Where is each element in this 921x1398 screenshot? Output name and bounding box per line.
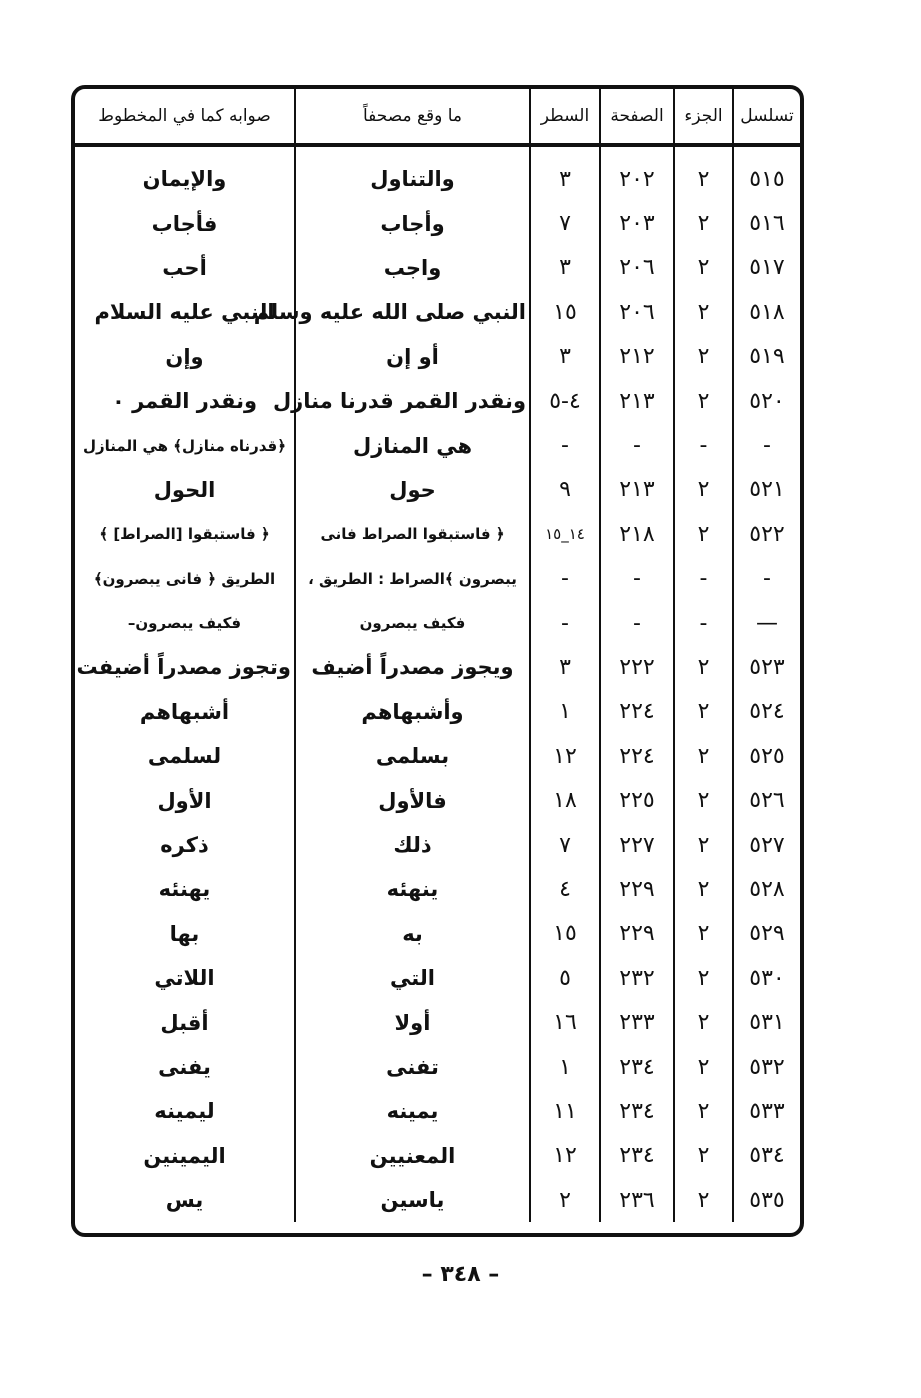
cell-page: ٢٣٤	[600, 1134, 674, 1178]
cell-line: ١٨	[530, 778, 600, 822]
cell-part: ٢	[674, 956, 733, 1000]
cell-right: ﴿ فاستبقوا [الصراط] ﴾	[99, 525, 270, 544]
cell-wrong: وأشبهاهم	[295, 690, 530, 734]
cell-line: ٣	[530, 145, 600, 201]
cell-right: اليمينين	[143, 1143, 226, 1168]
cell-part: ٢	[674, 1045, 733, 1089]
cell-right: لسلمى	[147, 744, 222, 769]
table-row	[75, 468, 800, 512]
errata-table-frame	[71, 85, 804, 1237]
header-part: الجزء	[674, 89, 733, 145]
cell-serial: ٥٢٦	[733, 778, 800, 822]
cell-serial: ٥٢٠	[733, 379, 800, 423]
cell-serial: ٥١٦	[733, 201, 800, 245]
cell-wrong: يمينه	[295, 1089, 530, 1133]
cell-serial: ٥٢٤	[733, 690, 800, 734]
cell-line: -	[530, 557, 600, 601]
cell-serial: ٥٣٤	[733, 1134, 800, 1178]
cell-line: ٤-٥	[530, 379, 600, 423]
cell-part: ٢	[674, 912, 733, 956]
cell-page: ٢٢٩	[600, 867, 674, 911]
cell-right: يس	[165, 1188, 204, 1213]
cell-page: ٢٢٤	[600, 690, 674, 734]
cell-serial: ٥٢٨	[733, 867, 800, 911]
table-row	[75, 912, 800, 956]
cell-line: ١٢	[530, 734, 600, 778]
page-number: – ٣٤٨ –	[421, 1262, 500, 1287]
cell-page: ٢٣٤	[600, 1089, 674, 1133]
table-header-row	[75, 89, 800, 145]
cell-wrong: تفنى	[295, 1045, 530, 1089]
table-row	[75, 956, 800, 1000]
cell-serial: ٥١٨	[733, 290, 800, 334]
cell-part: ٢	[674, 512, 733, 556]
cell-line: ١	[530, 1045, 600, 1089]
table-row	[75, 645, 800, 689]
cell-right: الطريق ﴿ فانى يبصرون﴾	[93, 569, 276, 588]
cell-part: ٢	[674, 468, 733, 512]
cell-serial: ٥٣٠	[733, 956, 800, 1000]
cell-wrong: النبي صلى الله عليه وسلم	[295, 290, 530, 334]
cell-part: -	[674, 601, 733, 645]
table-row	[75, 145, 800, 201]
cell-serial: ٥٢٥	[733, 734, 800, 778]
cell-serial: ٥١٩	[733, 335, 800, 379]
cell-right: وإن	[165, 344, 204, 369]
table-row	[75, 734, 800, 778]
cell-serial: ٥٢٧	[733, 823, 800, 867]
cell-wrong: ونقدر القمر قدرنا منازل	[295, 379, 530, 423]
cell-right: اللاتي	[154, 966, 215, 991]
cell-page: ٢٠٢	[600, 145, 674, 201]
cell-page: ٢٠٦	[600, 246, 674, 290]
cell-page: ٢١٨	[600, 512, 674, 556]
cell-line: ١	[530, 690, 600, 734]
cell-right: الحول	[153, 477, 216, 502]
cell-wrong: وأجاب	[295, 201, 530, 245]
cell-page: ٢٣٣	[600, 1000, 674, 1044]
cell-part: ٢	[674, 823, 733, 867]
cell-serial: -	[733, 557, 800, 601]
cell-right: يفنى	[158, 1055, 211, 1079]
cell-serial: ٥٣٥	[733, 1178, 800, 1222]
cell-right: ونقدر القمر ٠	[111, 389, 258, 414]
cell-part: ٢	[674, 690, 733, 734]
cell-wrong: فكيف يبصرون	[295, 601, 530, 645]
cell-page: ٢٢٩	[600, 912, 674, 956]
cell-serial: -	[733, 423, 800, 467]
cell-serial: —	[733, 601, 800, 645]
cell-part: ٢	[674, 335, 733, 379]
cell-line: ٢	[530, 1178, 600, 1222]
cell-right: أقبل	[160, 1010, 209, 1035]
table-row	[75, 823, 800, 867]
cell-wrong: فالأول	[295, 778, 530, 822]
table-row	[75, 290, 800, 334]
table-row	[75, 1045, 800, 1089]
cell-wrong: ينهئه	[295, 867, 530, 911]
cell-page: -	[600, 601, 674, 645]
cell-right: بها	[169, 921, 200, 946]
cell-page: ٢٠٦	[600, 290, 674, 334]
cell-serial: ٥٣٣	[733, 1089, 800, 1133]
cell-page: ٢٢٤	[600, 734, 674, 778]
cell-page: -	[600, 423, 674, 467]
cell-wrong: أولا	[295, 1000, 530, 1044]
cell-page: ٢١٣	[600, 379, 674, 423]
cell-wrong: واجب	[295, 246, 530, 290]
cell-wrong: ويجوز مصدراً أضيف	[295, 645, 530, 689]
cell-right: ليمينه	[154, 1099, 215, 1124]
header-line: السطر	[530, 89, 600, 145]
cell-right: ﴿قدرناه منازل﴾ هي المنازل	[83, 436, 286, 455]
cell-page: ٢١٢	[600, 335, 674, 379]
cell-right: فكيف يبصرون–	[127, 614, 242, 633]
cell-right: ذكره	[160, 833, 209, 858]
cell-page: ٢٣٢	[600, 956, 674, 1000]
cell-line: ٧	[530, 201, 600, 245]
cell-wrong: التي	[295, 956, 530, 1000]
cell-page: ٢٢٥	[600, 778, 674, 822]
cell-line: ٣	[530, 335, 600, 379]
cell-part: ٢	[674, 246, 733, 290]
cell-part: ٢	[674, 379, 733, 423]
cell-part: ٢	[674, 867, 733, 911]
cell-part: ٢	[674, 1134, 733, 1178]
cell-wrong: هي المنازل	[295, 423, 530, 467]
cell-wrong: به	[295, 912, 530, 956]
table-row	[75, 557, 800, 601]
header-wrong: ما وقع مصحفاً	[295, 89, 530, 145]
table-row	[75, 1178, 800, 1222]
cell-part: ٢	[674, 734, 733, 778]
cell-serial: ٥١٥	[733, 145, 800, 201]
cell-serial: ٥٣٢	[733, 1045, 800, 1089]
cell-right: وتجوز مصدراً أضيفت	[76, 655, 291, 680]
cell-part: ٢	[674, 778, 733, 822]
cell-wrong: يبصرون ﴾الصراط : الطريق ،	[295, 557, 530, 601]
cell-line: ٤	[530, 867, 600, 911]
cell-part: -	[674, 423, 733, 467]
cell-serial: ٥٢١	[733, 468, 800, 512]
cell-page: ٢٣٦	[600, 1178, 674, 1222]
cell-right: أحب	[162, 255, 207, 280]
cell-wrong: المعنيين	[295, 1134, 530, 1178]
table-row	[75, 423, 800, 467]
cell-line: ٣	[530, 246, 600, 290]
cell-page: ٢٣٤	[600, 1045, 674, 1089]
table-row	[75, 1089, 800, 1133]
cell-line: -	[530, 601, 600, 645]
cell-line: ٩	[530, 468, 600, 512]
cell-serial: ٥٢٣	[733, 645, 800, 689]
cell-wrong: والتناول	[295, 145, 530, 201]
errata-table	[75, 89, 800, 1222]
cell-wrong: ذلك	[295, 823, 530, 867]
cell-line: ١٥	[530, 912, 600, 956]
header-page: الصفحة	[600, 89, 674, 145]
table-row	[75, 379, 800, 423]
cell-wrong: أو إن	[295, 335, 530, 379]
cell-part: ٢	[674, 645, 733, 689]
header-right: صوابه كما في المخطوط	[75, 89, 295, 145]
cell-part: ٢	[674, 1089, 733, 1133]
table-row	[75, 778, 800, 822]
table-row	[75, 1134, 800, 1178]
cell-part: ٢	[674, 1178, 733, 1222]
cell-page: ٢١٣	[600, 468, 674, 512]
table-row	[75, 246, 800, 290]
cell-serial: ٥٢٢	[733, 512, 800, 556]
table-row	[75, 512, 800, 556]
cell-line: ١٢	[530, 1134, 600, 1178]
cell-line: ١٥	[530, 290, 600, 334]
table-row	[75, 1000, 800, 1044]
cell-page: -	[600, 557, 674, 601]
cell-line: ٧	[530, 823, 600, 867]
cell-wrong: حول	[295, 468, 530, 512]
cell-wrong: بسلمى	[295, 734, 530, 778]
cell-right: الأول	[157, 788, 212, 813]
cell-line: ١٤_١٥	[530, 512, 600, 556]
cell-part: -	[674, 557, 733, 601]
cell-page: ٢٢٧	[600, 823, 674, 867]
cell-page: ٢٢٢	[600, 645, 674, 689]
cell-line: ٣	[530, 645, 600, 689]
cell-right: أشبهاهم	[139, 699, 230, 724]
cell-part: ٢	[674, 145, 733, 201]
cell-part: ٢	[674, 290, 733, 334]
cell-line: ١٦	[530, 1000, 600, 1044]
cell-part: ٢	[674, 201, 733, 245]
cell-line: -	[530, 423, 600, 467]
header-serial: تسلسل	[733, 89, 800, 145]
cell-line: ١١	[530, 1089, 600, 1133]
cell-wrong: ياسين	[295, 1178, 530, 1222]
cell-right: يهنئه	[158, 877, 211, 902]
table-row	[75, 201, 800, 245]
cell-line: ٥	[530, 956, 600, 1000]
cell-serial: ٥٢٩	[733, 912, 800, 956]
cell-right: والإيمان	[142, 167, 227, 192]
cell-right: النبي عليه السلام	[94, 300, 275, 325]
table-row	[75, 335, 800, 379]
cell-part: ٢	[674, 1000, 733, 1044]
cell-page: ٢٠٣	[600, 201, 674, 245]
cell-serial: ٥٣١	[733, 1000, 800, 1044]
cell-wrong: ﴿ فاستبقوا الصراط فانى	[295, 512, 530, 556]
table-row	[75, 867, 800, 911]
table-row	[75, 690, 800, 734]
table-row	[75, 601, 800, 645]
cell-serial: ٥١٧	[733, 246, 800, 290]
cell-right: فأجاب	[151, 211, 218, 236]
